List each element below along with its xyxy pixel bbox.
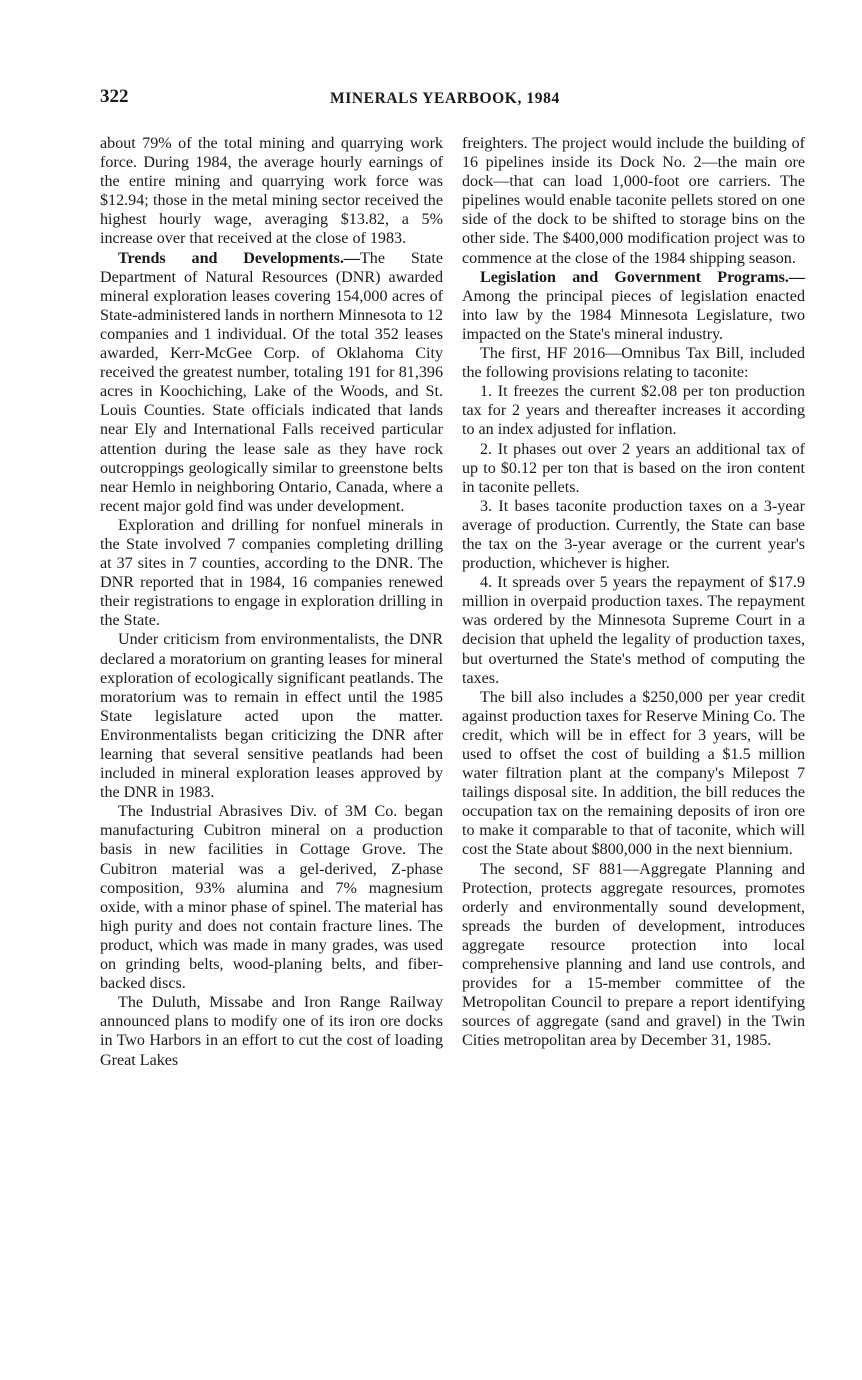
list-item: 2. It phases out over 2 years an additional tax of up to $0.12 per ton that is based on the iron content in taconite pellets. <box>462 440 805 496</box>
paragraph: about 79% of the total mining and quarrying work force. During 1984, the average hourly earnings of the entire mining and quarrying work force was $12.94; those in the metal mining sector received the highest hourly wage, averaging $13.82, a 5% increase over that received at the close of 1983. <box>100 135 443 248</box>
paragraph: The Industrial Abrasives Div. of 3M Co. began manufacturing Cubitron mineral on a production basis in new facilities in Cottage Grove. The Cubitron material was a gel-derived, Z-phase composition, 93% alumina and 7% magnesium oxide, with a minor phase of spinel. The material has high purity and does not contain fracture lines. The product, which was made in many grades, was used on grinding belts, wood-planing belts, and fiber-backed discs. <box>100 803 443 993</box>
running-title: MINERALS YEARBOOK, 1984 <box>330 90 560 107</box>
page-number: 322 <box>100 86 129 107</box>
paragraph: freighters. The project would include the building of 16 pipelines inside its Dock No. 2—the main ore dock—that can load 1,000-foot ore carriers. The pipelines would enable taconite pellets stored on one side of the dock to be shifted to storage bins on the other side. The $400,000 modification project was to commence at the close of the 1984 shipping season. <box>462 135 805 267</box>
right-column <box>462 134 805 1051</box>
paragraph: The bill also includes a $250,000 per year credit against production taxes for Reserve Mining Co. The credit, which will be in effect for 3 years, will be used to offset the cost of building a $1.5 million water filtration plant at the company's Milepost 7 tailings disposal site. In addition, the bill reduces the occupation tax on the remaining deposits of iron ore to make it comparable to that of taconite, which will cost the State about $800,000 in the next biennium. <box>462 688 805 859</box>
paragraph <box>100 249 443 516</box>
list-item: 4. It spreads over 5 years the repayment of $17.9 million in overpaid production taxes. The repayment was ordered by the Minnesota Supreme Court in a decision that upheld the legality of production taxes, but overturned the State's method of computing the taxes. <box>462 574 805 687</box>
list-item: 3. It bases taconite production taxes on a 3-year average of production. Currently, the State can base the tax on the 3-year average or the current year's production, whichever is higher. <box>462 497 805 573</box>
paragraph: The second, SF 881—Aggregate Planning and Protection, protects aggregate resources, promotes orderly and environmentally sound development, spreads the burden of development, introduces aggregate resource protection into local comprehensive planning and land use controls, and provides for a 15-member committee of the Metropolitan Council to prepare a report identifying sources of aggregate (sand and gravel) in the Twin Cities metropolitan area by December 31, 1985. <box>462 860 805 1050</box>
paragraph-text: Among the principal pieces of legislation enacted into law by the 1984 Minnesota Legislature, two impacted on the State's mineral industry. <box>462 287 805 343</box>
paragraph: Exploration and drilling for nonfuel minerals in the State involved 7 companies completing drilling at 37 sites in 7 counties, according to the DNR. The DNR reported that in 1984, 16 companies renewed their registrations to engage in exploration drilling in the State. <box>100 516 443 630</box>
section-heading: Legislation and Government Programs.— <box>480 268 805 286</box>
paragraph: Under criticism from environmentalists, the DNR declared a moratorium on granting leases for mineral exploration of ecologically significant peatlands. The moratorium was to remain in effect until the 1985 State legislature acted upon the matter. Environmentalists began criticizing the DNR after learning that several sensitive peatlands had been included in mineral exploration leases approved by the DNR in 1983. <box>100 631 443 802</box>
paragraph <box>462 268 805 344</box>
section-heading: Trends and Developments.— <box>118 249 360 267</box>
page-header <box>100 86 805 112</box>
paragraph: The Duluth, Missabe and Iron Range Railway announced plans to modify one of its iron ore docks in Two Harbors in an effort to cut the cost of loading Great Lakes <box>100 994 443 1069</box>
paragraph-text: The State Department of Natural Resources (DNR) awarded mineral exploration leases covering 154,000 acres of State-administered lands in northern Minnesota to 12 companies and 1 individual. Of the total 352 leases awarded, Kerr-McGee Corp. of Oklahoma City received the greatest number, totaling 191 for 81,396 acres in Koochiching, Lake of the Woods, and St. Louis Counties. State officials indicated that lands near Ely and International Falls received particular attention during the lease sale as they have rock outcroppings geologically similar to greenstone belts near Hemlo in neighboring Ontario, Canada, where a recent major gold find was under development. <box>100 249 443 515</box>
list-item: 1. It freezes the current $2.08 per ton production tax for 2 years and thereafter increases it according to an index adjusted for inflation. <box>462 383 805 439</box>
paragraph: The first, HF 2016—Omnibus Tax Bill, included the following provisions relating to taconite: <box>462 345 805 382</box>
left-column <box>100 134 443 1070</box>
